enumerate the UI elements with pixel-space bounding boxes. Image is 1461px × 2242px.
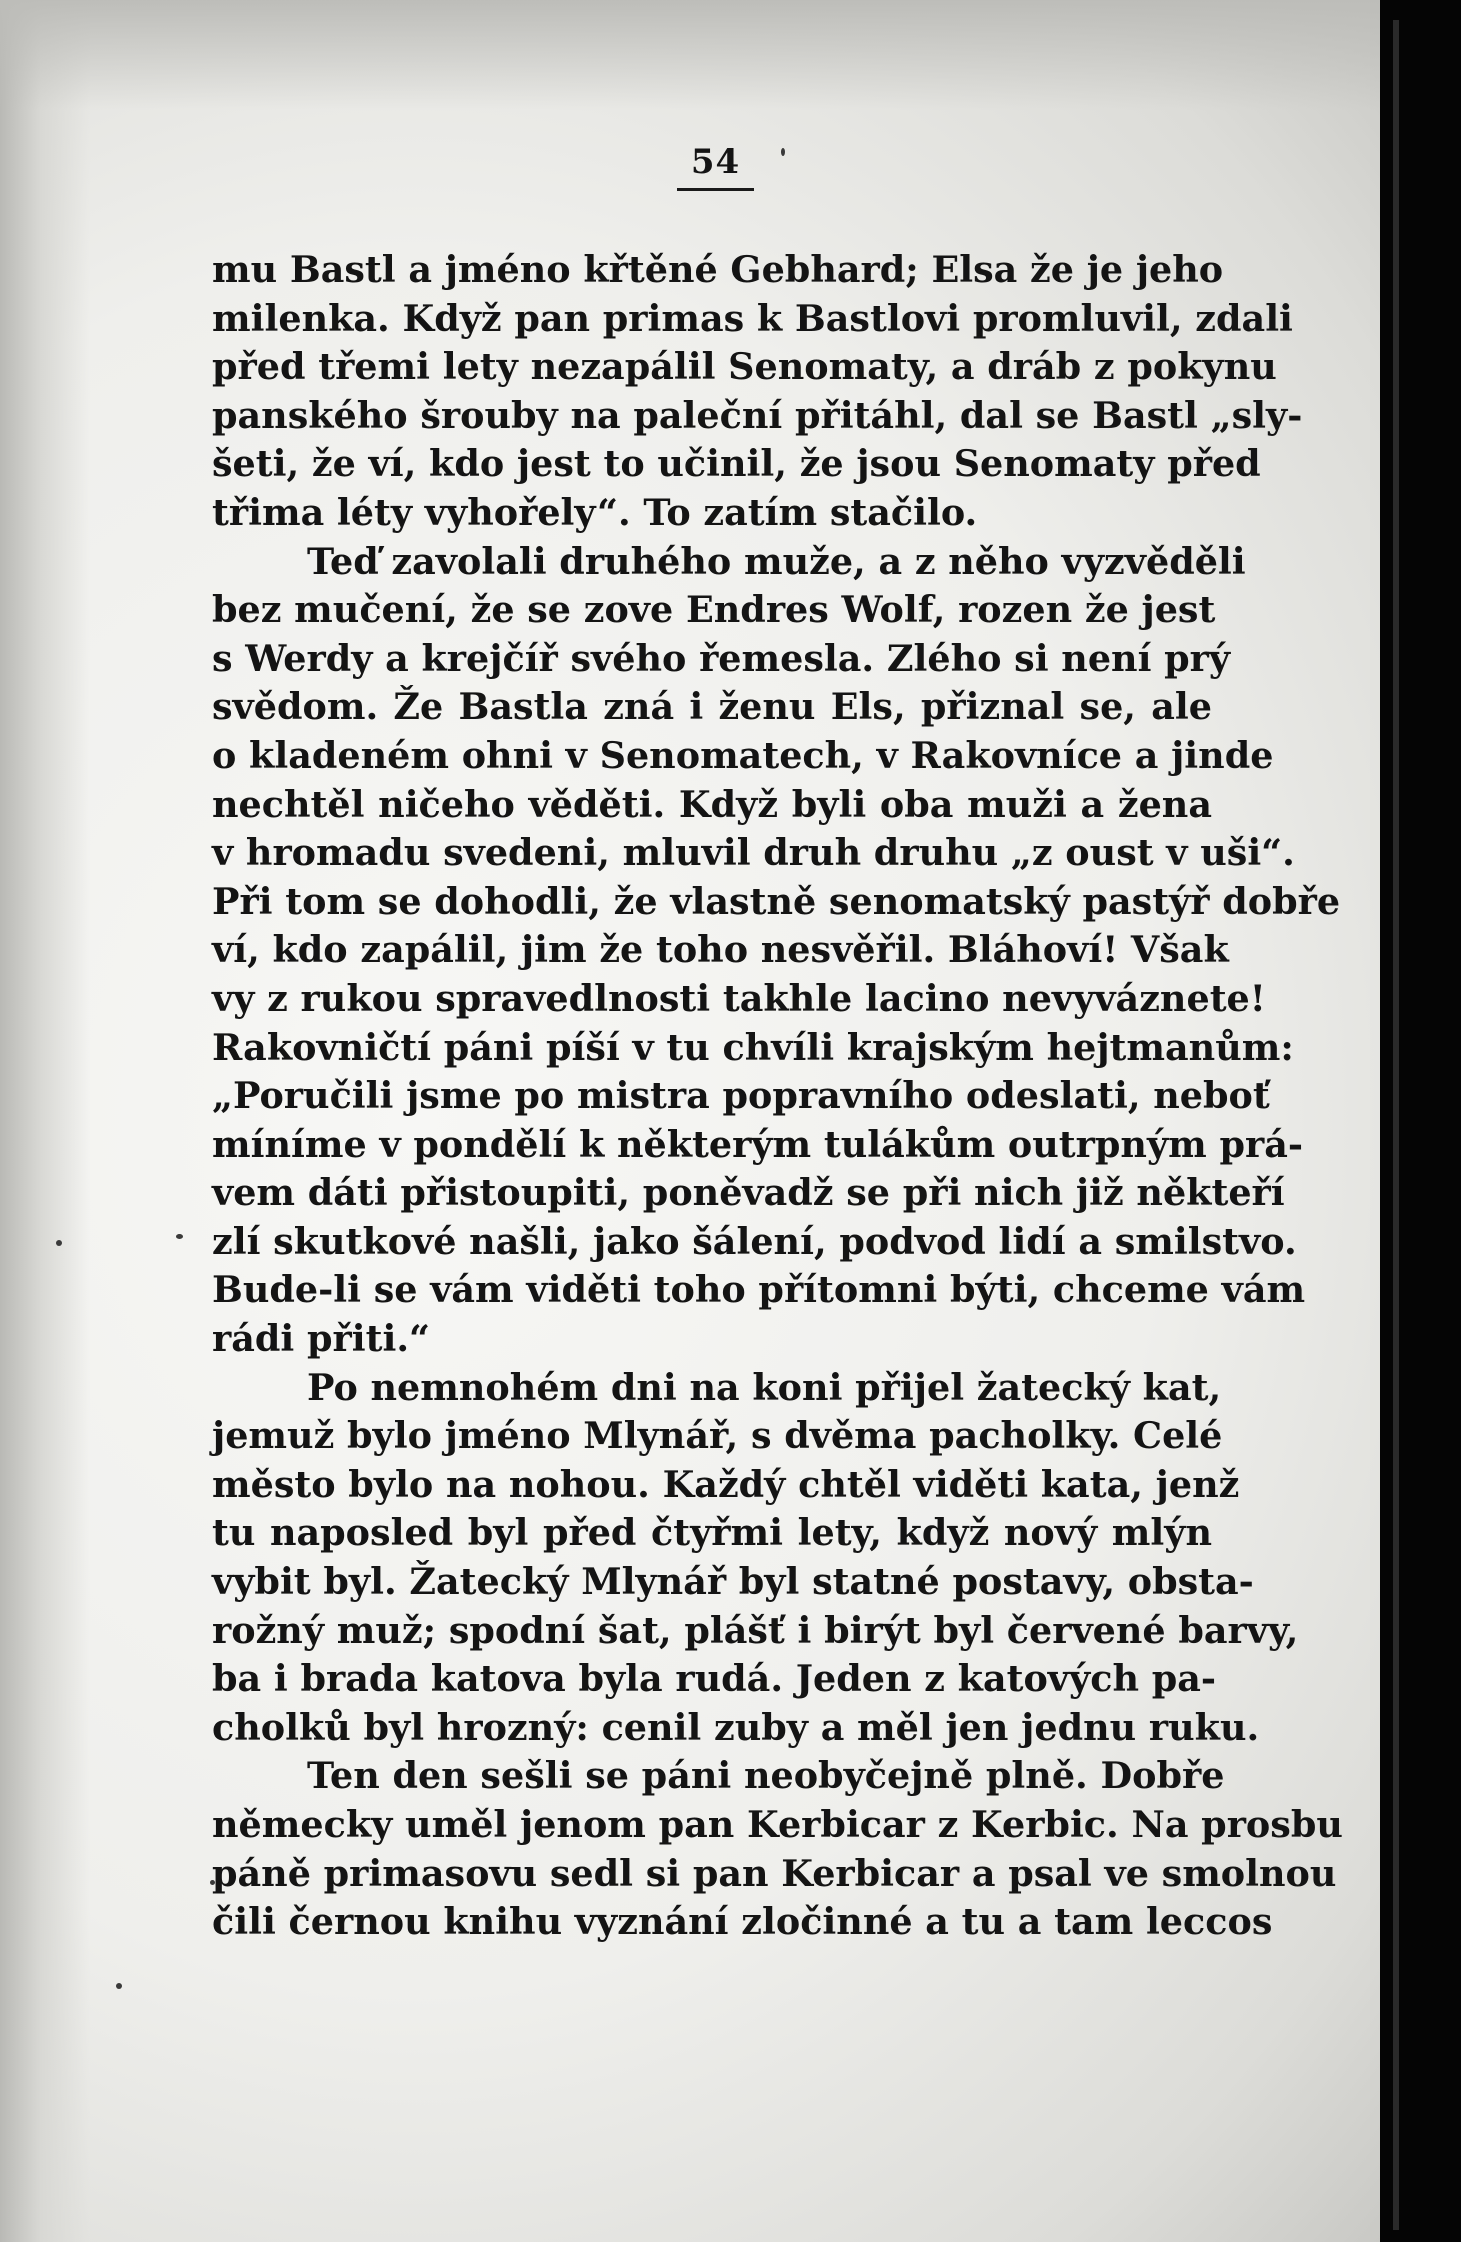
text-line: zlí skutkové našli, jako šálení, podvod lidí a smilstvo. bbox=[212, 1219, 1297, 1263]
text-line: vem dáti přistoupiti, poněvadž se při nich již někteří bbox=[212, 1171, 1285, 1215]
text-line: tu naposled byl před čtyřmi lety, když nový mlýn bbox=[212, 1511, 1212, 1555]
text-line: německy uměl jenom pan Kerbicar z Kerbic. Na prosbu bbox=[212, 1803, 1343, 1846]
dust-speck bbox=[56, 1240, 62, 1246]
text-line: panského šrouby na paleční přitáhl, dal se Bastl „sly- bbox=[212, 393, 1303, 437]
text-line: mu Bastl a jméno křtěné Gebhard; Elsa že je jeho bbox=[212, 248, 1224, 291]
text-line: vy z rukou spravedlnosti takhle lacino nevyváznete! bbox=[212, 976, 1266, 1020]
text-line: město bylo na nohou. Každý chtěl viděti kata, jenž bbox=[212, 1462, 1240, 1506]
text-line: vybit byl. Žatecký Mlynář byl statné postavy, obsta- bbox=[212, 1560, 1254, 1604]
text-line: „Poručili jsme po mistra popravního odeslati, neboť bbox=[212, 1074, 1270, 1118]
text-line: Při tom se dohodli, že vlastně senomatský pastýř dobře bbox=[212, 879, 1341, 923]
dust-speck bbox=[176, 1234, 183, 1239]
text-line: svědom. Že Bastla zná i ženu Els, přiznal se, ale bbox=[212, 685, 1212, 729]
text-line: před třemi lety nezapálil Senomaty, a dráb z pokynu bbox=[212, 345, 1277, 389]
body-text bbox=[212, 246, 1343, 1947]
text-line: Bude-li se vám viděti toho přítomni býti, chceme vám bbox=[212, 1268, 1306, 1312]
text-line: rožný muž; spodní šat, plášť i birýt byl červené barvy, bbox=[212, 1608, 1299, 1652]
text-line: nechtěl ničeho věděti. Když byli oba muži a žena bbox=[212, 782, 1212, 826]
text-line: Ten den sešli se páni neobyčejně plně. Dobře bbox=[307, 1754, 1225, 1798]
text-line: ba i brada katova byla rudá. Jeden z katových pa- bbox=[212, 1657, 1217, 1701]
text-line: čili černou knihu vyznání zločinné a tu a tam leccos bbox=[212, 1900, 1273, 1944]
text-line: míníme v pondělí k některým tulákům outrpným prá- bbox=[212, 1122, 1304, 1166]
page-edge-line bbox=[1393, 20, 1399, 2230]
text-line: šeti, že ví, kdo jest to učinil, že jsou Senomaty před bbox=[212, 442, 1261, 486]
text-line: ví, kdo zapálil, jim že toho nesvěřil. Bláhoví! Však bbox=[212, 928, 1229, 972]
text-line: Po nemnohém dni na koni přijel žatecký kat, bbox=[307, 1365, 1222, 1409]
text-line: páně primasovu sedl si pan Kerbicar a psal ve smolnou bbox=[212, 1851, 1337, 1895]
dust-speck bbox=[116, 1983, 122, 1989]
text-line: s Werdy a krejčíř svého řemesla. Zlého si není prý bbox=[212, 636, 1231, 680]
text-line: v hromadu svedeni, mluvil druh druhu „z oust v uši“. bbox=[212, 831, 1295, 875]
text-line: Rakovničtí páni píší v tu chvíli krajským hejtmanům: bbox=[212, 1025, 1294, 1069]
text-line: jemuž bylo jméno Mlynář, s dvěma pacholky. Celé bbox=[212, 1414, 1223, 1458]
text-line: o kladeném ohni v Senomatech, v Rakovníce a jinde bbox=[212, 733, 1274, 777]
binding-shadow bbox=[0, 0, 90, 2242]
text-line: Teď zavolali druhého muže, a z něho vyzvěděli bbox=[307, 539, 1246, 583]
text-line: bez mučení, že se zove Endres Wolf, rozen že jest bbox=[212, 588, 1216, 632]
text-line: milenka. Když pan primas k Bastlovi promluvil, zdali bbox=[212, 296, 1293, 340]
page-number: 54 bbox=[677, 140, 754, 191]
top-edge-shadow bbox=[0, 0, 1380, 110]
text-line: třima léty vyhořely“. To zatím stačilo. bbox=[212, 490, 978, 534]
page-header bbox=[0, 140, 1461, 191]
text-line: rádi přiti.“ bbox=[212, 1317, 431, 1361]
text-line: cholků byl hrozný: cenil zuby a měl jen jednu ruku. bbox=[212, 1705, 1260, 1749]
